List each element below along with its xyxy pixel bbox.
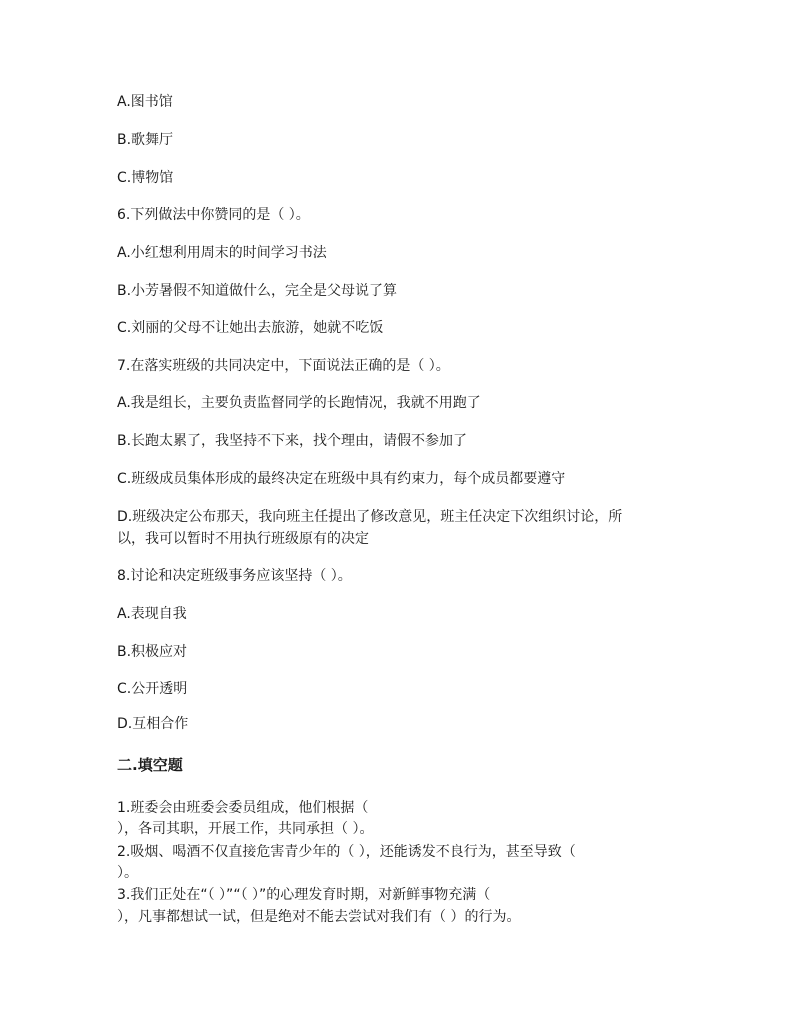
q6-option-b: B.小芳暑假不知道做什么，完全是父母说了算 bbox=[117, 283, 398, 299]
q7-option-d-line2: 以，我可以暂时不用执行班级原有的决定 bbox=[117, 531, 369, 547]
q8-option-d: D.互相合作 bbox=[117, 716, 189, 732]
q7-option-c: C.班级成员集体形成的最终决定在班级中具有约束力，每个成员都要遵守 bbox=[117, 471, 566, 487]
q7-stem: 7.在落实班级的共同决定中，下面说法正确的是（ ）。 bbox=[117, 358, 450, 374]
fill1-line2: ），各司其职，开展工作，共同承担（ ）。 bbox=[117, 821, 374, 837]
fill2-line2: ）。 bbox=[117, 865, 138, 881]
q7-option-d-line1: D.班级决定公布那天，我向班主任提出了修改意见，班主任决定下次组织讨论，所 bbox=[117, 509, 623, 525]
q5-option-b: B.歌舞厅 bbox=[117, 132, 174, 148]
q8-option-a: A.表现自我 bbox=[117, 606, 187, 622]
section-title-fill-in: 二.填空题 bbox=[117, 756, 183, 774]
q6-option-c: C.刘丽的父母不让她出去旅游，她就不吃饭 bbox=[117, 320, 384, 336]
fill1-line1: 1.班委会由班委会委员组成，他们根据（ bbox=[117, 800, 369, 816]
q7-option-b: B.长跑太累了，我坚持不下来，找个理由，请假不参加了 bbox=[117, 433, 468, 449]
q8-stem: 8.讨论和决定班级事务应该坚持（ ）。 bbox=[117, 568, 352, 584]
q5-option-a: A.图书馆 bbox=[117, 94, 173, 110]
fill3-line1: 3.我们正处在“（ ）”“（ ）”的心理发育时期，对新鲜事物充满（ bbox=[117, 887, 491, 903]
q5-option-c: C.博物馆 bbox=[117, 170, 174, 186]
q7-option-a: A.我是组长，主要负责监督同学的长跑情况，我就不用跑了 bbox=[117, 395, 481, 411]
q6-option-a: A.小红想利用周末的时间学习书法 bbox=[117, 245, 327, 261]
q6-stem: 6.下列做法中你赞同的是（ ）。 bbox=[117, 207, 310, 223]
q8-option-b: B.积极应对 bbox=[117, 644, 188, 660]
fill2-line1: 2.吸烟、喝酒不仅直接危害青少年的（ ），还能诱发不良行为，甚至导致（ bbox=[117, 844, 576, 860]
fill3-line2: ），凡事都想试一试，但是绝对不能去尝试对我们有（ ）的行为。 bbox=[117, 909, 521, 925]
q8-option-c: C.公开透明 bbox=[117, 681, 188, 697]
